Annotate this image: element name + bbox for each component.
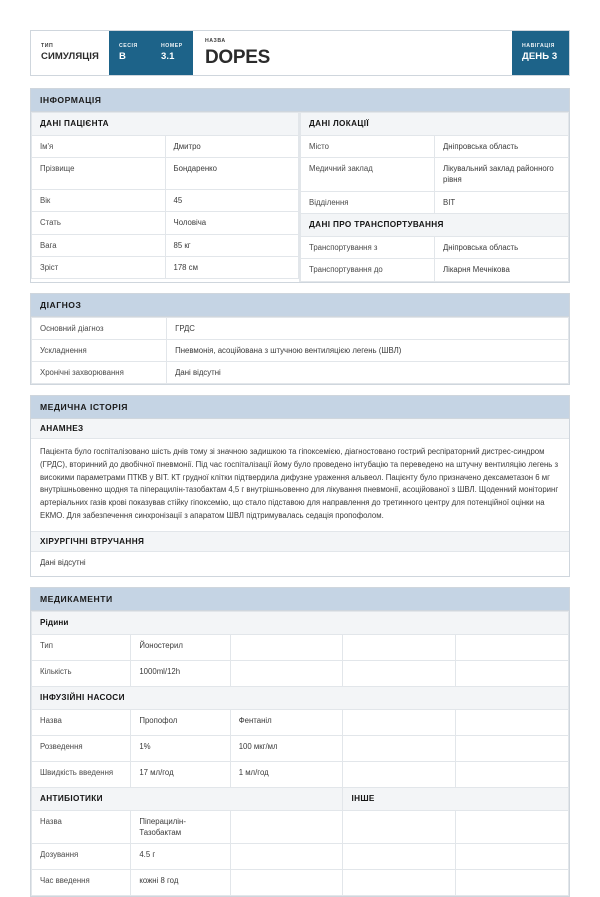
patient-name-value: Дмитро	[165, 135, 299, 157]
table-row	[32, 870, 569, 896]
pumps-dilution-value-3	[343, 735, 456, 761]
antibiotics-dosage-value-1: 4.5 г	[131, 844, 230, 870]
table-row	[32, 634, 569, 660]
complications-value: Пневмонія, асоційована з штучною вентиляцією легень (ШВЛ)	[167, 339, 569, 361]
header-number-cell	[151, 31, 193, 75]
diagnosis-section	[30, 293, 570, 386]
patient-weight-value: 85 кг	[165, 234, 299, 256]
antibiotics-name-value-3	[343, 810, 456, 844]
table-row	[32, 735, 569, 761]
table-row	[32, 660, 569, 686]
pumps-dilution-value-1: 1%	[131, 735, 230, 761]
patient-sex-key: Стать	[32, 212, 166, 234]
header-number-value: 3.1	[160, 51, 175, 63]
header-session-cell	[109, 31, 151, 75]
antibiotics-name-value-1: Піперацилін-Тазобактам	[131, 810, 230, 844]
antibiotics-heading: АНТИБІОТИКИ	[32, 787, 343, 810]
patient-name-key: Ім'я	[32, 135, 166, 157]
table-row	[301, 158, 569, 192]
anamnesis-heading: АНАМНЕЗ	[31, 419, 569, 439]
table-row	[32, 257, 299, 279]
patient-height-key: Зріст	[32, 257, 166, 279]
pumps-rate-value-1: 17 мл/год	[131, 761, 230, 787]
surgical-interventions-heading: ХІРУРГІЧНІ ВТРУЧАННЯ	[31, 531, 569, 552]
primary-diagnosis-key: Основний діагноз	[32, 317, 167, 339]
page-title: DOPES	[204, 46, 270, 68]
table-row	[301, 236, 569, 258]
antibiotics-interval-value-4	[456, 870, 569, 896]
header-title-cell	[193, 31, 512, 75]
medications-table	[31, 611, 569, 896]
header-type-cell	[31, 31, 109, 75]
patient-data-heading: ДАНІ ПАЦІЄНТА	[32, 113, 299, 136]
transport-to-key: Транспортування до	[301, 259, 435, 281]
location-data-heading: ДАНІ ЛОКАЦІЇ	[301, 113, 569, 136]
table-row	[32, 686, 569, 709]
pumps-name-key: Назва	[32, 709, 131, 735]
antibiotics-dosage-key: Дозування	[32, 844, 131, 870]
pumps-name-value-4	[456, 709, 569, 735]
pumps-dilution-value-4	[456, 735, 569, 761]
header-type-value: СИМУЛЯЦІЯ	[41, 51, 99, 63]
location-department-value: ВІТ	[435, 191, 569, 213]
antibiotics-interval-value-1: кожні 8 год	[131, 870, 230, 896]
table-row	[32, 362, 569, 384]
anamnesis-text: Пацієнта було госпіталізовано шість днів тому зі значною задишкою та гіпоксемією, діагностовано гострий респіраторний дистрес-синдром (ГРДС), вторинний до двобічної пневмонії. Під час госпіталізації йому було проведено інтубацію та переведено на штучну вентиляцію легень з високими параметрами ПТКВ у ВІТ. КТ грудної клітки підтвердила дифузне ураження альвеол. Пацієнту було призначено дексаметазон 6 мг внутрішньовенно щодня та піперацилін-тазобактам 4,5 г внутрішньовенно для лікування пневмонії, асоційованої з ШВЛ. Щоденний моніторинг артеріальних газів крові показував стійку гіпоксемію, що стало підставою для направлення до третинного центру для потенційної оцінки на ЕКМО. Для забезпечення синхронізації з апаратом ШВЛ підтримувалась седація пропофолом.	[40, 447, 559, 520]
antibiotics-name-key: Назва	[32, 810, 131, 844]
table-row	[301, 113, 569, 136]
table-row	[301, 191, 569, 213]
fluids-type-value-2	[230, 634, 343, 660]
pumps-name-value-1: Пропофол	[131, 709, 230, 735]
antibiotics-name-value-4	[456, 810, 569, 844]
table-row	[32, 212, 299, 234]
patient-data-column	[31, 112, 300, 282]
table-row	[32, 113, 299, 136]
diagnosis-table	[31, 317, 569, 385]
surgical-interventions-text: Дані відсутні	[40, 558, 86, 568]
pumps-rate-value-2: 1 мл/год	[230, 761, 343, 787]
pumps-name-value-3	[343, 709, 456, 735]
information-section-title: ІНФОРМАЦІЯ	[31, 89, 569, 112]
antibiotics-dosage-value-3	[343, 844, 456, 870]
pumps-name-value-2: Фентаніл	[230, 709, 343, 735]
fluids-type-value-4	[456, 634, 569, 660]
table-row	[32, 709, 569, 735]
table-row	[301, 135, 569, 157]
information-section	[30, 88, 570, 283]
table-row	[301, 259, 569, 281]
patient-height-value: 178 см	[165, 257, 299, 279]
patient-data-table	[31, 112, 299, 279]
diagnosis-section-title: ДІАГНОЗ	[31, 294, 569, 317]
patient-surname-key: Прізвище	[32, 158, 166, 190]
transport-from-key: Транспортування з	[301, 236, 435, 258]
chronic-diseases-key: Хронічні захворювання	[32, 362, 167, 384]
fluids-type-key: Тип	[32, 634, 131, 660]
table-row	[32, 761, 569, 787]
table-row	[32, 190, 299, 212]
antibiotics-dosage-value-4	[456, 844, 569, 870]
header-navigation-cell[interactable]	[512, 31, 569, 75]
patient-weight-key: Вага	[32, 234, 166, 256]
location-data-column	[300, 112, 569, 282]
pumps-dilution-key: Розведення	[32, 735, 131, 761]
pumps-rate-value-4	[456, 761, 569, 787]
medical-history-section	[30, 395, 570, 576]
table-row	[32, 339, 569, 361]
complications-key: Ускладнення	[32, 339, 167, 361]
table-row	[32, 810, 569, 844]
pumps-rate-key: Швидкість введення	[32, 761, 131, 787]
patient-sex-value: Чоловіча	[165, 212, 299, 234]
location-facility-value: Лікувальний заклад районного рівня	[435, 158, 569, 192]
antibiotics-interval-key: Час введення	[32, 870, 131, 896]
location-department-key: Відділення	[301, 191, 435, 213]
medications-section	[30, 587, 570, 897]
antibiotics-dosage-value-2	[230, 844, 343, 870]
location-city-value: Дніпровська область	[435, 135, 569, 157]
fluids-amount-value-1: 1000ml/12h	[131, 660, 230, 686]
antibiotics-interval-value-2	[230, 870, 343, 896]
table-row	[32, 611, 569, 634]
header-navigation-label: НАВІГАЦІЯ	[522, 42, 555, 49]
patient-age-value: 45	[165, 190, 299, 212]
antibiotics-interval-value-3	[343, 870, 456, 896]
fluids-amount-key: Кількість	[32, 660, 131, 686]
header-navigation-value: ДЕНЬ 3	[522, 51, 558, 63]
information-columns	[31, 112, 569, 282]
primary-diagnosis-value: ГРДС	[167, 317, 569, 339]
medications-section-title: МЕДИКАМЕНТИ	[31, 588, 569, 611]
location-data-table	[300, 112, 569, 282]
transport-from-value: Дніпровська область	[435, 236, 569, 258]
location-facility-key: Медичний заклад	[301, 158, 435, 192]
table-row	[32, 317, 569, 339]
transport-to-value: Лікарня Мечнікова	[435, 259, 569, 281]
table-row	[301, 214, 569, 237]
fluids-heading: Рідини	[32, 611, 569, 634]
fluids-amount-value-2	[230, 660, 343, 686]
location-city-key: Місто	[301, 135, 435, 157]
header-session-value: B	[118, 51, 126, 63]
other-heading: ІНШЕ	[343, 787, 569, 810]
document-header	[30, 30, 570, 76]
header-type-label: ТИП	[41, 42, 54, 49]
table-row	[32, 158, 299, 190]
pumps-rate-value-3	[343, 761, 456, 787]
antibiotics-name-value-2	[230, 810, 343, 844]
fluids-amount-value-4	[456, 660, 569, 686]
infusion-pumps-heading: ІНФУЗІЙНІ НАСОСИ	[32, 686, 569, 709]
pumps-dilution-value-2: 100 мкг/мл	[230, 735, 343, 761]
header-number-label: НОМЕР	[160, 42, 183, 49]
medical-history-section-title: МЕДИЧНА ІСТОРІЯ	[31, 396, 569, 419]
table-row	[32, 844, 569, 870]
patient-age-key: Вік	[32, 190, 166, 212]
fluids-type-value-1: Йоностерил	[131, 634, 230, 660]
chronic-diseases-value: Дані відсутні	[167, 362, 569, 384]
header-session-label: СЕСІЯ	[118, 42, 138, 49]
table-row	[32, 135, 299, 157]
fluids-amount-value-3	[343, 660, 456, 686]
fluids-type-value-3	[343, 634, 456, 660]
transport-data-heading: ДАНІ ПРО ТРАНСПОРТУВАННЯ	[301, 214, 569, 237]
patient-surname-value: Бондаренко	[165, 158, 299, 190]
table-row	[32, 234, 299, 256]
table-row	[32, 787, 569, 810]
header-title-label: НАЗВА	[204, 38, 226, 45]
